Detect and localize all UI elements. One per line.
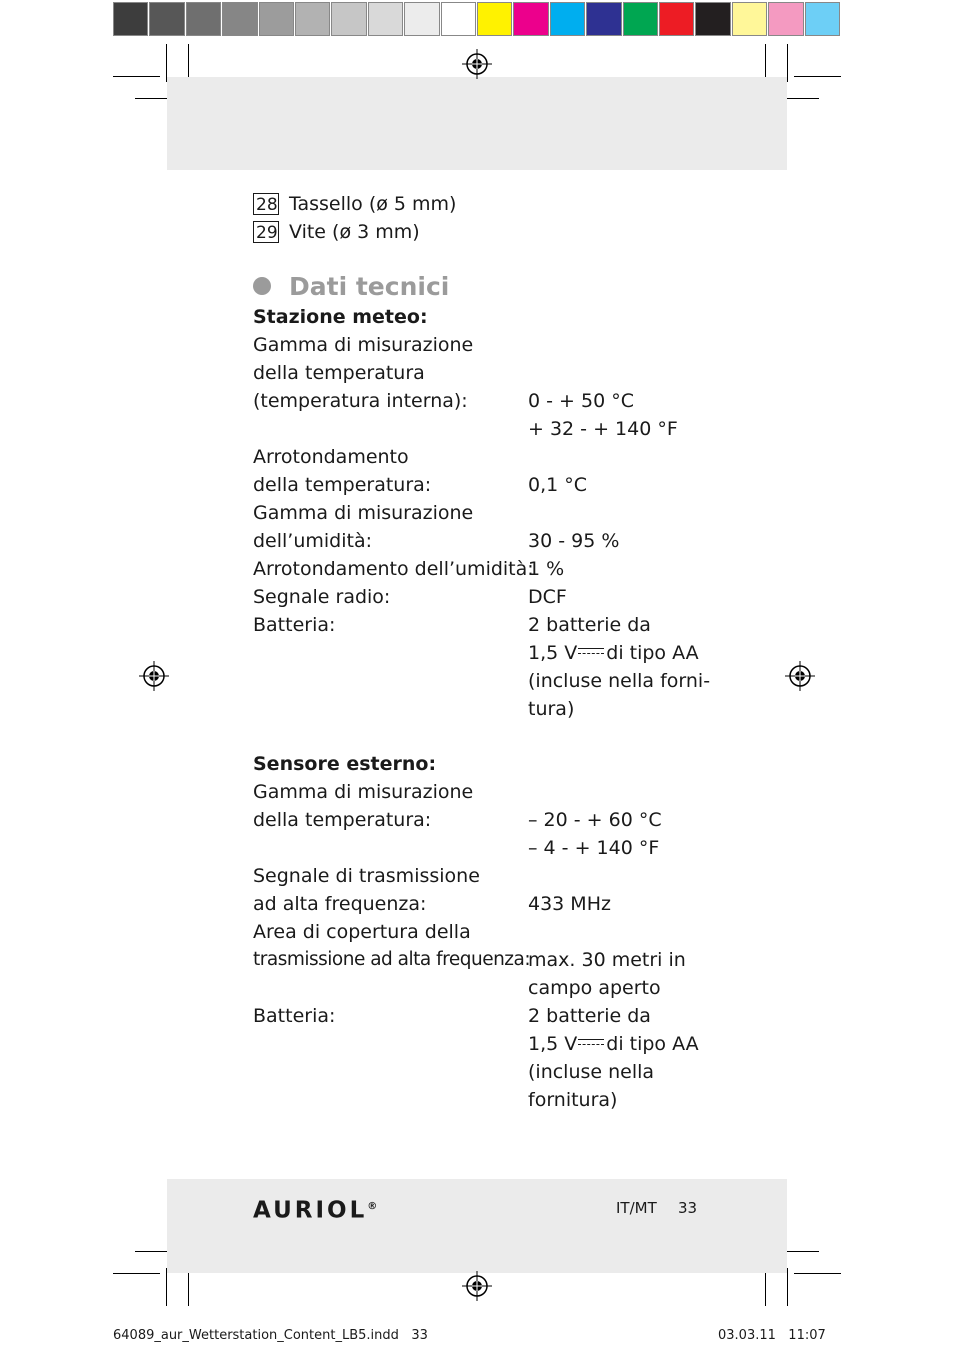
color-swatch (550, 2, 585, 36)
battery-type: di tipo AA (606, 642, 699, 664)
slug-date: 03.03.11 (718, 1328, 776, 1343)
section-bullet (253, 277, 271, 295)
slug-filename (113, 1327, 428, 1345)
slug-page: 33 (411, 1328, 428, 1343)
spec-value: max. 30 metri in (528, 949, 686, 971)
color-calibration-bar (113, 1, 841, 37)
spec-label: della temperatura (253, 362, 425, 384)
subsection-heading: Stazione meteo: (253, 306, 428, 328)
battery-spec (528, 639, 699, 667)
spec-label: Segnale radio: (253, 586, 391, 608)
registration-mark-icon (139, 661, 169, 691)
color-swatch (586, 2, 621, 36)
spec-label: dell’umidità: (253, 530, 373, 552)
spec-label: della temperatura: (253, 474, 432, 496)
spec-value: 1 % (528, 558, 565, 580)
spec-label: Gamma di misurazione (253, 334, 474, 356)
registration-mark-icon (462, 49, 492, 79)
spec-value: DCF (528, 586, 567, 608)
language-code: IT/MT (616, 1199, 657, 1217)
dc-symbol-icon (578, 648, 604, 657)
spec-label: Arrotondamento dell’umidità: (253, 558, 534, 580)
spec-label: trasmissione ad alta frequenza: (253, 949, 531, 970)
spec-value: fornitura) (528, 1089, 618, 1111)
battery-voltage: 1,5 V (528, 1033, 578, 1055)
battery-spec (528, 1030, 699, 1058)
color-swatch (149, 2, 184, 36)
spec-label: Batteria: (253, 614, 336, 636)
spec-value: 2 batterie da (528, 614, 651, 636)
spec-label: Gamma di misurazione (253, 502, 474, 524)
brand-name: AURIOL (253, 1197, 368, 1224)
part-description: Vite (ø 3 mm) (289, 221, 420, 243)
spec-label: Arrotondamento (253, 446, 409, 468)
spec-value: – 4 - + 140 °F (528, 837, 660, 859)
color-swatch (805, 2, 840, 36)
spec-value: campo aperto (528, 977, 661, 999)
brand-logo (253, 1192, 377, 1226)
part-number: 29 (253, 221, 279, 243)
spec-value: 0 - + 50 °C (528, 390, 634, 412)
color-swatch (623, 2, 658, 36)
color-swatch (259, 2, 294, 36)
slug-timestamp (718, 1327, 826, 1345)
spec-label: (temperatura interna): (253, 390, 468, 412)
spec-label: Segnale di trasmissione (253, 865, 480, 887)
color-swatch (222, 2, 257, 36)
spec-value: (incluse nella forni- (528, 670, 711, 692)
part-number: 28 (253, 193, 279, 215)
registered-mark: ® (367, 1201, 378, 1212)
color-swatch (186, 2, 221, 36)
color-swatch (768, 2, 803, 36)
dc-symbol-icon (578, 1039, 604, 1048)
subsection-heading: Sensore esterno: (253, 753, 437, 775)
spec-value: + 32 - + 140 °F (528, 418, 678, 440)
color-swatch (368, 2, 403, 36)
spec-label: della temperatura: (253, 809, 432, 831)
part-description: Tassello (ø 5 mm) (289, 193, 457, 215)
spec-label: Batteria: (253, 1005, 336, 1027)
spec-value: 433 MHz (528, 893, 611, 915)
battery-type: di tipo AA (606, 1033, 699, 1055)
registration-mark-icon (785, 661, 815, 691)
color-swatch (404, 2, 439, 36)
spec-label: Area di copertura della (253, 921, 471, 943)
spec-label: Gamma di misurazione (253, 781, 474, 803)
page-number: 33 (678, 1199, 698, 1217)
color-swatch (732, 2, 767, 36)
spec-value: 30 - 95 % (528, 530, 620, 552)
battery-voltage: 1,5 V (528, 642, 578, 664)
color-swatch (295, 2, 330, 36)
spec-value: 0,1 °C (528, 474, 588, 496)
color-swatch (113, 2, 148, 36)
spec-value: (incluse nella (528, 1061, 655, 1083)
slug-time: 11:07 (788, 1328, 826, 1343)
registration-mark-icon (462, 1271, 492, 1301)
spec-value: tura) (528, 698, 575, 720)
slug-file: 64089_aur_Wetterstation_Content_LB5.indd (113, 1328, 399, 1343)
color-swatch (441, 2, 476, 36)
color-swatch (513, 2, 548, 36)
spec-value: – 20 - + 60 °C (528, 809, 662, 831)
color-swatch (695, 2, 730, 36)
header-panel (167, 77, 787, 170)
spec-value: 2 batterie da (528, 1005, 651, 1027)
section-title: Dati tecnici (289, 272, 450, 301)
color-swatch (477, 2, 512, 36)
color-swatch (659, 2, 694, 36)
color-swatch (331, 2, 366, 36)
spec-label: ad alta frequenza: (253, 893, 427, 915)
